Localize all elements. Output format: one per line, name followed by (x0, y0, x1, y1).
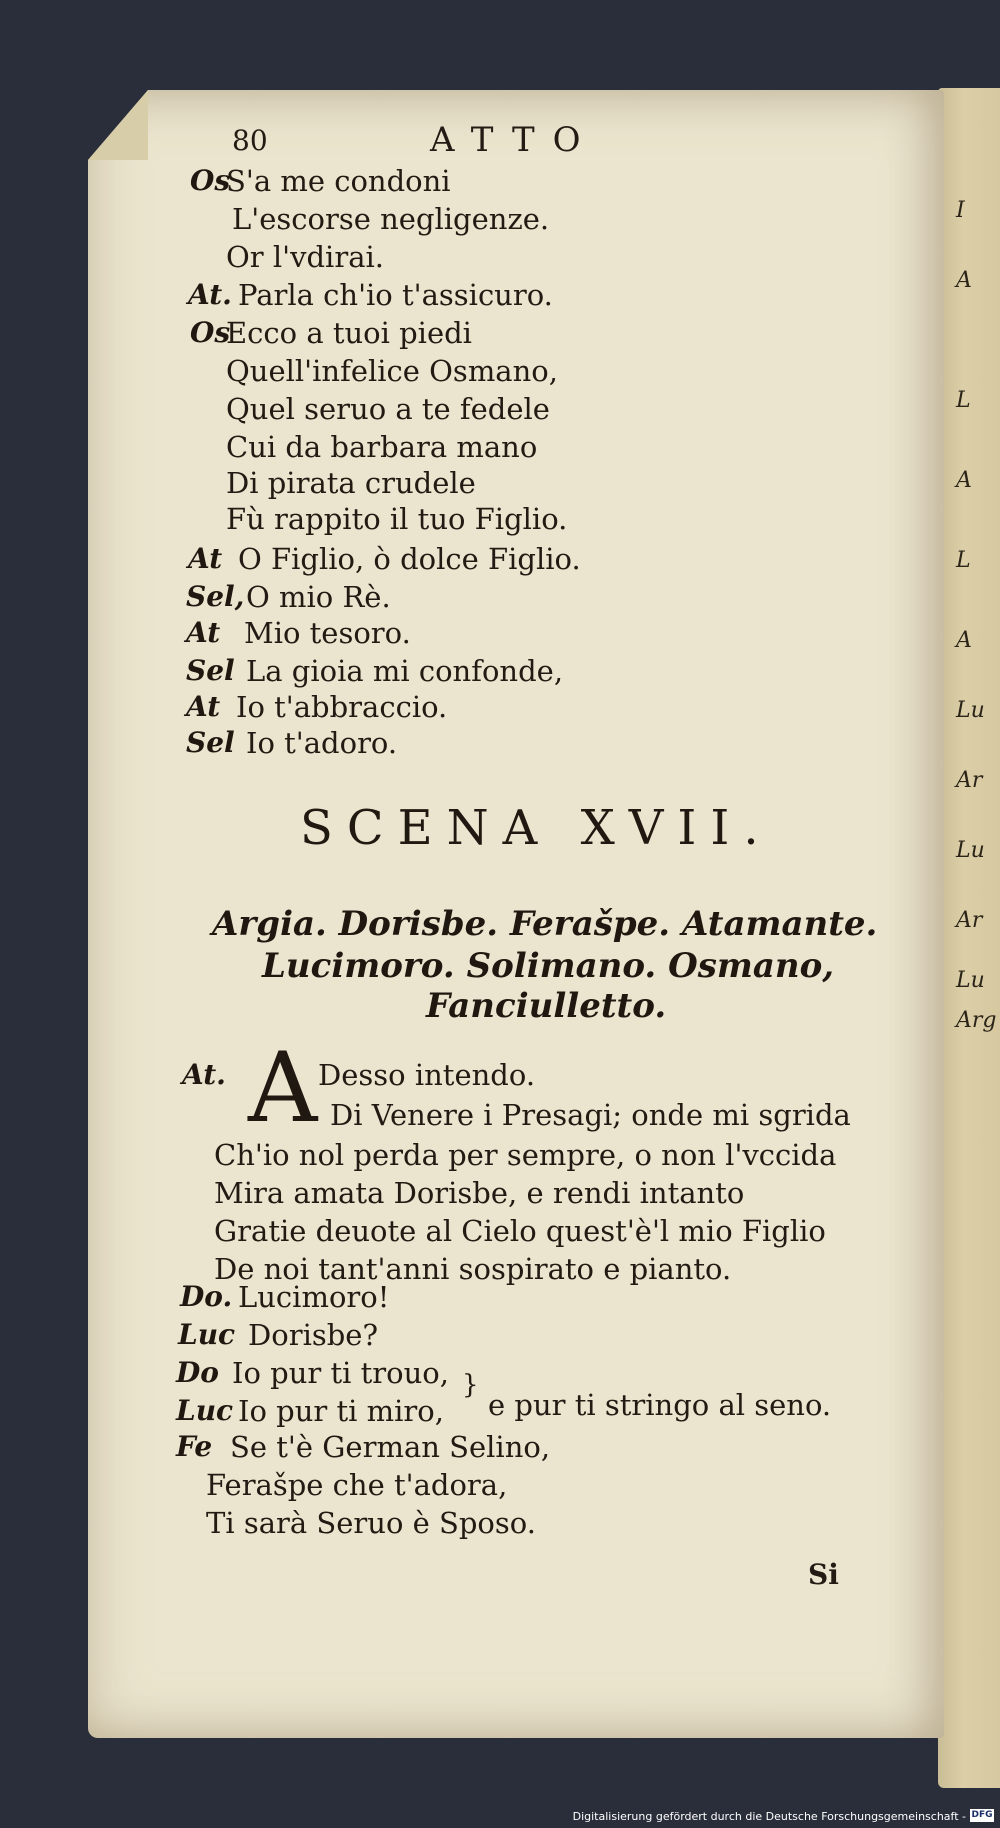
speaker-label: Sel (186, 726, 235, 759)
verse-line: Io t'adoro. (246, 726, 398, 760)
speaker-label: Sel (186, 654, 235, 687)
brace-mark: } (462, 1370, 479, 1400)
verse-line: O Figlio, ò dolce Figlio. (238, 542, 581, 576)
edge-letter: L (956, 388, 971, 413)
verse-line: Desso intendo. (318, 1058, 536, 1092)
edge-letter: Ar (956, 768, 983, 793)
edge-letter: Ar (956, 908, 983, 933)
verse-line: Mira amata Dorisbe, e rendi intanto (214, 1176, 745, 1210)
page-number: 80 (232, 124, 268, 157)
edge-letter: Lu (956, 838, 985, 863)
speaker-label: At (188, 542, 223, 575)
verse-line: Ferašpe che t'adora, (206, 1468, 508, 1502)
verse-line: Quel seruo a te fedele (226, 392, 550, 426)
verse-line: Fù rappito il tuo Figlio. (226, 502, 568, 536)
edge-letter: Arg (956, 1008, 997, 1033)
verse-line: Dorisbe? (248, 1318, 379, 1352)
cast-line: Lucimoro. Solimano. Osmano, (262, 946, 835, 986)
edge-letter: Lu (956, 698, 985, 723)
verse-line: Io t'abbraccio. (236, 690, 448, 724)
edge-letter: A (956, 468, 972, 493)
speaker-label: Os (190, 316, 231, 349)
verse-line: Parla ch'io t'assicuro. (238, 278, 553, 312)
drop-cap: A (248, 1032, 318, 1144)
verse-line: Or l'vdirai. (226, 240, 384, 274)
edge-letter: I (956, 198, 965, 223)
verse-line: Io pur ti trouo, (232, 1356, 449, 1390)
speaker-label: Do (176, 1356, 219, 1389)
cast-line: Fanciulletto. (426, 986, 667, 1026)
catchword: Si (808, 1558, 839, 1591)
next-page-edge (938, 88, 1000, 1788)
speaker-label: At (186, 616, 221, 649)
dfg-logo: DFG (971, 1810, 993, 1820)
verse-line: Quell'infelice Osmano, (226, 354, 558, 388)
verse-line: S'a me condoni (226, 164, 451, 198)
speaker-label: Fe (176, 1430, 213, 1463)
edge-letter: Lu (956, 968, 985, 993)
speaker-label: Do. (180, 1280, 233, 1313)
scene-title: SCENA XVII. (300, 800, 773, 856)
verse-line: L'escorse negligenze. (232, 202, 550, 236)
verse-line: Gratie deuote al Cielo quest'è'l mio Figlio (214, 1214, 826, 1248)
speaker-label: Sel, (186, 580, 245, 613)
verse-line: e pur ti stringo al seno. (488, 1388, 832, 1422)
verse-line: Di Venere i Presagi; onde mi sgrida (330, 1098, 851, 1132)
verse-line: Io pur ti miro, (238, 1394, 444, 1428)
verse-line: Ti sarà Seruo è Sposo. (206, 1506, 536, 1540)
verse-line: Ch'io nol perda per sempre, o non l'vccida (214, 1138, 837, 1172)
speaker-label: At. (188, 278, 232, 311)
speaker-label: Luc (176, 1394, 234, 1427)
speaker-label: Luc (178, 1318, 236, 1351)
edge-letter: L (956, 548, 971, 573)
verse-line: Lucimoro! (238, 1280, 390, 1314)
page-corner-fold-underside (88, 90, 148, 160)
speaker-label: Os (190, 164, 231, 197)
digitization-credit: Digitalisierung gefördert durch die Deutsche Forschungsgemeinschaft - (572, 1810, 966, 1823)
verse-line: De noi tant'anni sospirato e pianto. (214, 1252, 732, 1286)
verse-line: Mio tesoro. (244, 616, 411, 650)
cast-line: Argia. Dorisbe. Ferašpe. Atamante. (212, 904, 878, 944)
verse-line: Di pirata crudele (226, 466, 476, 500)
verse-line: Se t'è German Selino, (230, 1430, 551, 1464)
verse-line: Cui da barbara mano (226, 430, 538, 464)
verse-line: Ecco a tuoi piedi (226, 316, 472, 350)
edge-letter: A (956, 268, 972, 293)
verse-line: O mio Rè. (246, 580, 391, 614)
verse-line: La gioia mi confonde, (246, 654, 564, 688)
speaker-label: At. (182, 1058, 226, 1091)
speaker-label: At (186, 690, 221, 723)
edge-letter: A (956, 628, 972, 653)
running-header: ATTO (430, 120, 599, 160)
